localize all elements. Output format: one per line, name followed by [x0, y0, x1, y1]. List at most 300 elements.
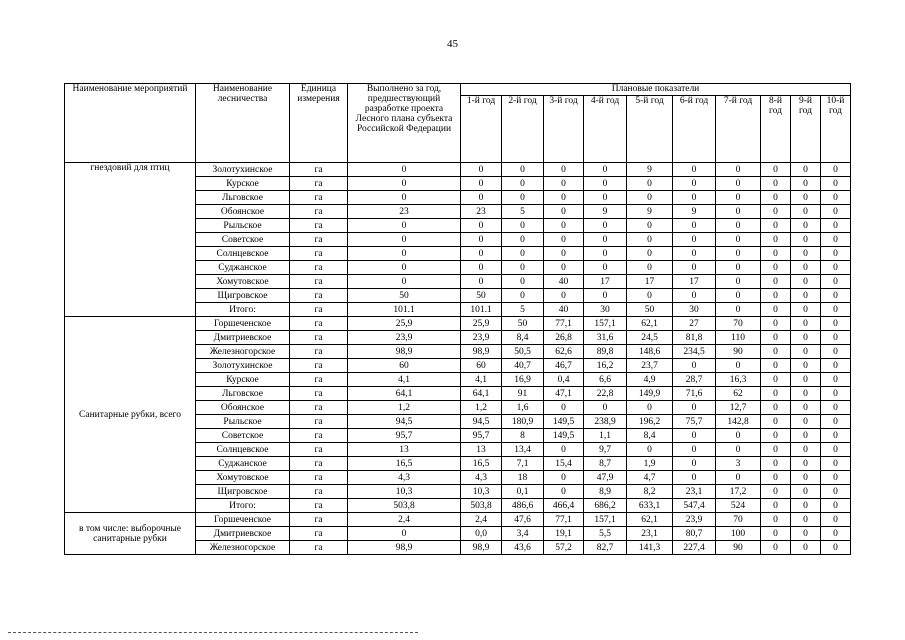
plan-value-year-4: 0: [584, 289, 627, 303]
plan-value-year-6: 0: [673, 359, 716, 373]
plan-value-year-6: 28,7: [673, 373, 716, 387]
plan-value-year-7: 524: [716, 499, 761, 513]
header-year-10: 10-й год: [821, 96, 851, 163]
plan-value-year-10: 0: [821, 191, 851, 205]
plan-value-year-1: 98,9: [461, 345, 502, 359]
plan-value-year-4: 82,7: [584, 541, 627, 555]
plan-value-year-1: 0: [461, 233, 502, 247]
plan-value-year-6: 81,8: [673, 331, 716, 345]
plan-value-year-8: 0: [761, 219, 791, 233]
plan-value-year-10: 0: [821, 471, 851, 485]
plan-value-year-1: 25,9: [461, 317, 502, 331]
done-value: 64,1: [348, 387, 461, 401]
plan-value-year-7: 0: [716, 359, 761, 373]
forestry-name: Советское: [196, 233, 290, 247]
plan-value-year-3: 40: [544, 275, 584, 289]
unit-cell: га: [290, 219, 348, 233]
plan-value-year-3: 0: [544, 485, 584, 499]
done-value: 4,3: [348, 471, 461, 485]
header-year-3: 3-й год: [544, 96, 584, 163]
plan-value-year-10: 0: [821, 387, 851, 401]
unit-cell: га: [290, 457, 348, 471]
plan-value-year-5: 0: [627, 177, 673, 191]
forestry-name: Льговское: [196, 191, 290, 205]
plan-value-year-4: 157,1: [584, 513, 627, 527]
plan-value-year-7: 0: [716, 303, 761, 317]
done-value: 50: [348, 289, 461, 303]
plan-value-year-5: 0: [627, 233, 673, 247]
unit-cell: га: [290, 303, 348, 317]
plan-value-year-9: 0: [791, 415, 821, 429]
plan-value-year-8: 0: [761, 429, 791, 443]
plan-value-year-8: 0: [761, 471, 791, 485]
table-row: [65, 513, 851, 527]
unit-cell: га: [290, 499, 348, 513]
unit-cell: га: [290, 401, 348, 415]
plan-value-year-1: 95,7: [461, 429, 502, 443]
plan-value-year-6: 0: [673, 471, 716, 485]
unit-cell: га: [290, 345, 348, 359]
plan-value-year-4: 9: [584, 205, 627, 219]
plan-value-year-7: 0: [716, 471, 761, 485]
done-value: 101.1: [348, 303, 461, 317]
plan-value-year-9: 0: [791, 541, 821, 555]
forestry-name: Железногорское: [196, 345, 290, 359]
forestry-name: Итого:: [196, 499, 290, 513]
forestry-name: Щигровское: [196, 485, 290, 499]
plan-value-year-10: 0: [821, 219, 851, 233]
plan-value-year-2: 5: [502, 205, 544, 219]
plan-value-year-3: 62,6: [544, 345, 584, 359]
plan-value-year-1: 0: [461, 247, 502, 261]
unit-cell: га: [290, 415, 348, 429]
plan-value-year-2: 47,6: [502, 513, 544, 527]
activity-name: гнездовий для птиц: [65, 163, 196, 317]
plan-value-year-6: 0: [673, 443, 716, 457]
done-value: 98,9: [348, 345, 461, 359]
header-done-previous-year: Выполнено за год, предшествующий разработке проекта Лесного плана субъекта Российской Федерации: [348, 84, 461, 163]
header-year-4: 4-й год: [584, 96, 627, 163]
plan-value-year-5: 23,7: [627, 359, 673, 373]
plan-value-year-10: 0: [821, 317, 851, 331]
forestry-name: Рыльское: [196, 219, 290, 233]
plan-value-year-7: 16,3: [716, 373, 761, 387]
forestry-name: Золотухинское: [196, 163, 290, 177]
plan-value-year-7: 142,8: [716, 415, 761, 429]
plan-value-year-4: 0: [584, 261, 627, 275]
plan-value-year-4: 686,2: [584, 499, 627, 513]
plan-value-year-9: 0: [791, 233, 821, 247]
plan-value-year-8: 0: [761, 191, 791, 205]
done-value: 503,8: [348, 499, 461, 513]
plan-value-year-6: 0: [673, 261, 716, 275]
plan-value-year-4: 0: [584, 177, 627, 191]
plan-value-year-7: 0: [716, 443, 761, 457]
plan-value-year-8: 0: [761, 359, 791, 373]
plan-value-year-3: 47,1: [544, 387, 584, 401]
header-activity: Наименование мероприятий: [65, 84, 196, 163]
plan-value-year-8: 0: [761, 373, 791, 387]
plan-value-year-3: 0: [544, 219, 584, 233]
done-value: 98,9: [348, 541, 461, 555]
plan-value-year-4: 31,6: [584, 331, 627, 345]
done-value: 1,2: [348, 401, 461, 415]
plan-value-year-8: 0: [761, 205, 791, 219]
unit-cell: га: [290, 163, 348, 177]
unit-cell: га: [290, 443, 348, 457]
plan-value-year-5: 62,1: [627, 513, 673, 527]
plan-value-year-5: 0: [627, 289, 673, 303]
plan-value-year-5: 633,1: [627, 499, 673, 513]
plan-value-year-10: 0: [821, 401, 851, 415]
plan-value-year-1: 23: [461, 205, 502, 219]
plan-value-year-9: 0: [791, 345, 821, 359]
plan-value-year-9: 0: [791, 373, 821, 387]
plan-value-year-2: 91: [502, 387, 544, 401]
plan-value-year-2: 3,4: [502, 527, 544, 541]
unit-cell: га: [290, 373, 348, 387]
unit-cell: га: [290, 429, 348, 443]
forestry-name: Обоянское: [196, 401, 290, 415]
done-value: 95,7: [348, 429, 461, 443]
plan-value-year-1: 0: [461, 177, 502, 191]
forestry-name: Суджанское: [196, 261, 290, 275]
plan-value-year-5: 17: [627, 275, 673, 289]
unit-cell: га: [290, 191, 348, 205]
header-year-2: 2-й год: [502, 96, 544, 163]
plan-value-year-6: 0: [673, 191, 716, 205]
plan-value-year-9: 0: [791, 289, 821, 303]
plan-value-year-4: 1,1: [584, 429, 627, 443]
plan-value-year-10: 0: [821, 275, 851, 289]
plan-value-year-4: 0: [584, 191, 627, 205]
plan-value-year-4: 0: [584, 163, 627, 177]
plan-value-year-10: 0: [821, 527, 851, 541]
plan-value-year-3: 40: [544, 303, 584, 317]
plan-value-year-10: 0: [821, 163, 851, 177]
plan-value-year-2: 0: [502, 247, 544, 261]
plan-value-year-4: 0: [584, 247, 627, 261]
plan-value-year-10: 0: [821, 205, 851, 219]
forestry-name: Советское: [196, 429, 290, 443]
plan-value-year-2: 7,1: [502, 457, 544, 471]
plan-value-year-1: 94,5: [461, 415, 502, 429]
done-value: 0: [348, 247, 461, 261]
plan-value-year-1: 1,2: [461, 401, 502, 415]
done-value: 13: [348, 443, 461, 457]
plan-value-year-3: 149,5: [544, 415, 584, 429]
unit-cell: га: [290, 471, 348, 485]
done-value: 0: [348, 177, 461, 191]
plan-value-year-9: 0: [791, 457, 821, 471]
plan-value-year-8: 0: [761, 415, 791, 429]
plan-value-year-9: 0: [791, 527, 821, 541]
plan-value-year-1: 0: [461, 261, 502, 275]
plan-value-year-6: 0: [673, 457, 716, 471]
plan-value-year-4: 157,1: [584, 317, 627, 331]
plan-value-year-2: 13,4: [502, 443, 544, 457]
forest-plan-table: [64, 83, 851, 555]
plan-value-year-5: 0: [627, 247, 673, 261]
plan-value-year-9: 0: [791, 429, 821, 443]
plan-value-year-3: 466,4: [544, 499, 584, 513]
plan-value-year-6: 0: [673, 289, 716, 303]
unit-cell: га: [290, 331, 348, 345]
plan-value-year-6: 0: [673, 401, 716, 415]
plan-value-year-8: 0: [761, 247, 791, 261]
plan-value-year-1: 4,3: [461, 471, 502, 485]
forestry-name: Курское: [196, 177, 290, 191]
forestry-name: Хомутовское: [196, 471, 290, 485]
plan-value-year-3: 0: [544, 289, 584, 303]
plan-value-year-8: 0: [761, 401, 791, 415]
plan-value-year-10: 0: [821, 443, 851, 457]
plan-value-year-4: 5,5: [584, 527, 627, 541]
plan-value-year-9: 0: [791, 205, 821, 219]
forestry-name: Итого:: [196, 303, 290, 317]
plan-value-year-8: 0: [761, 233, 791, 247]
plan-value-year-2: 0: [502, 261, 544, 275]
plan-value-year-10: 0: [821, 541, 851, 555]
plan-value-year-4: 6,6: [584, 373, 627, 387]
plan-value-year-10: 0: [821, 359, 851, 373]
plan-value-year-6: 71,6: [673, 387, 716, 401]
plan-value-year-7: 0: [716, 205, 761, 219]
forestry-name: Горшеченское: [196, 317, 290, 331]
plan-value-year-4: 0: [584, 233, 627, 247]
table-row: [65, 317, 851, 331]
plan-value-year-3: 77,1: [544, 317, 584, 331]
plan-value-year-5: 4,7: [627, 471, 673, 485]
plan-value-year-2: 18: [502, 471, 544, 485]
plan-value-year-7: 0: [716, 261, 761, 275]
plan-value-year-1: 13: [461, 443, 502, 457]
plan-value-year-9: 0: [791, 219, 821, 233]
plan-value-year-8: 0: [761, 499, 791, 513]
done-value: 16,5: [348, 457, 461, 471]
done-value: 23: [348, 205, 461, 219]
forestry-name: Горшеченское: [196, 513, 290, 527]
plan-value-year-4: 0: [584, 219, 627, 233]
plan-value-year-2: 40,7: [502, 359, 544, 373]
plan-value-year-7: 0: [716, 219, 761, 233]
plan-value-year-5: 4,9: [627, 373, 673, 387]
plan-value-year-7: 0: [716, 429, 761, 443]
plan-value-year-2: 0: [502, 233, 544, 247]
plan-value-year-4: 9,7: [584, 443, 627, 457]
plan-value-year-1: 503,8: [461, 499, 502, 513]
plan-value-year-9: 0: [791, 163, 821, 177]
plan-value-year-1: 50: [461, 289, 502, 303]
plan-value-year-3: 0: [544, 471, 584, 485]
forestry-name: Суджанское: [196, 457, 290, 471]
plan-value-year-1: 16,5: [461, 457, 502, 471]
plan-value-year-2: 0: [502, 191, 544, 205]
plan-value-year-4: 89,8: [584, 345, 627, 359]
plan-value-year-5: 8,4: [627, 429, 673, 443]
plan-value-year-1: 4,1: [461, 373, 502, 387]
plan-value-year-7: 70: [716, 317, 761, 331]
unit-cell: га: [290, 289, 348, 303]
done-value: 60: [348, 359, 461, 373]
plan-value-year-6: 547,4: [673, 499, 716, 513]
plan-value-year-5: 24,5: [627, 331, 673, 345]
plan-value-year-8: 0: [761, 275, 791, 289]
plan-value-year-2: 50: [502, 317, 544, 331]
plan-value-year-3: 0,4: [544, 373, 584, 387]
plan-value-year-9: 0: [791, 471, 821, 485]
plan-value-year-6: 0: [673, 247, 716, 261]
footer-rule: [8, 632, 418, 633]
plan-value-year-6: 30: [673, 303, 716, 317]
plan-value-year-2: 8,4: [502, 331, 544, 345]
plan-value-year-3: 26,8: [544, 331, 584, 345]
plan-value-year-3: 15,4: [544, 457, 584, 471]
header-unit: Единица измерения: [290, 84, 348, 163]
plan-value-year-3: 0: [544, 177, 584, 191]
plan-value-year-2: 0: [502, 163, 544, 177]
forestry-name: Обоянское: [196, 205, 290, 219]
header-year-6: 6-й год: [673, 96, 716, 163]
header-year-1: 1-й год: [461, 96, 502, 163]
plan-value-year-5: 50: [627, 303, 673, 317]
plan-value-year-1: 2,4: [461, 513, 502, 527]
forestry-name: Курское: [196, 373, 290, 387]
plan-value-year-6: 23,9: [673, 513, 716, 527]
header-year-7: 7-й год: [716, 96, 761, 163]
plan-value-year-6: 27: [673, 317, 716, 331]
plan-value-year-6: 0: [673, 429, 716, 443]
plan-value-year-9: 0: [791, 275, 821, 289]
forestry-name: Дмитриевское: [196, 331, 290, 345]
plan-value-year-9: 0: [791, 359, 821, 373]
done-value: 2,4: [348, 513, 461, 527]
plan-value-year-2: 43,6: [502, 541, 544, 555]
plan-value-year-8: 0: [761, 527, 791, 541]
unit-cell: га: [290, 177, 348, 191]
forestry-name: Щигровское: [196, 289, 290, 303]
plan-value-year-4: 0: [584, 401, 627, 415]
plan-value-year-5: 9: [627, 205, 673, 219]
done-value: 94,5: [348, 415, 461, 429]
plan-value-year-2: 486,6: [502, 499, 544, 513]
plan-value-year-10: 0: [821, 331, 851, 345]
plan-value-year-7: 110: [716, 331, 761, 345]
plan-value-year-2: 0: [502, 275, 544, 289]
forestry-name: Солнцевское: [196, 247, 290, 261]
plan-value-year-10: 0: [821, 373, 851, 387]
plan-value-year-10: 0: [821, 233, 851, 247]
plan-value-year-6: 23,1: [673, 485, 716, 499]
done-value: 0: [348, 219, 461, 233]
plan-value-year-1: 64,1: [461, 387, 502, 401]
header-forestry: Наименование лесничества: [196, 84, 290, 163]
plan-value-year-5: 0: [627, 443, 673, 457]
forestry-name: Рыльское: [196, 415, 290, 429]
plan-value-year-3: 149,5: [544, 429, 584, 443]
done-value: 4,1: [348, 373, 461, 387]
plan-value-year-9: 0: [791, 401, 821, 415]
header-plan: Плановые показатели: [461, 84, 851, 96]
plan-value-year-6: 0: [673, 163, 716, 177]
plan-value-year-8: 0: [761, 345, 791, 359]
forestry-name: Золотухинское: [196, 359, 290, 373]
plan-value-year-10: 0: [821, 345, 851, 359]
plan-value-year-3: 46,7: [544, 359, 584, 373]
plan-value-year-4: 238,9: [584, 415, 627, 429]
plan-value-year-1: 60: [461, 359, 502, 373]
plan-value-year-9: 0: [791, 177, 821, 191]
done-value: 0: [348, 163, 461, 177]
table-row: [65, 163, 851, 177]
unit-cell: га: [290, 513, 348, 527]
unit-cell: га: [290, 233, 348, 247]
plan-value-year-5: 0: [627, 401, 673, 415]
unit-cell: га: [290, 261, 348, 275]
plan-value-year-7: 0: [716, 191, 761, 205]
plan-value-year-6: 9: [673, 205, 716, 219]
plan-value-year-1: 0: [461, 219, 502, 233]
plan-value-year-9: 0: [791, 317, 821, 331]
unit-cell: га: [290, 541, 348, 555]
plan-value-year-1: 0: [461, 191, 502, 205]
plan-value-year-8: 0: [761, 443, 791, 457]
plan-value-year-1: 0: [461, 275, 502, 289]
plan-value-year-5: 1,9: [627, 457, 673, 471]
plan-value-year-10: 0: [821, 513, 851, 527]
plan-value-year-7: 0: [716, 163, 761, 177]
plan-value-year-2: 50,5: [502, 345, 544, 359]
plan-value-year-1: 101.1: [461, 303, 502, 317]
plan-value-year-1: 0,0: [461, 527, 502, 541]
plan-value-year-8: 0: [761, 303, 791, 317]
plan-value-year-9: 0: [791, 331, 821, 345]
plan-value-year-8: 0: [761, 331, 791, 345]
plan-value-year-7: 17,2: [716, 485, 761, 499]
plan-value-year-10: 0: [821, 457, 851, 471]
done-value: 0: [348, 233, 461, 247]
plan-value-year-5: 0: [627, 219, 673, 233]
plan-value-year-3: 0: [544, 163, 584, 177]
plan-value-year-5: 23,1: [627, 527, 673, 541]
plan-value-year-6: 0: [673, 177, 716, 191]
plan-value-year-8: 0: [761, 289, 791, 303]
plan-value-year-8: 0: [761, 485, 791, 499]
plan-value-year-3: 0: [544, 247, 584, 261]
plan-value-year-10: 0: [821, 177, 851, 191]
plan-value-year-7: 0: [716, 233, 761, 247]
unit-cell: га: [290, 205, 348, 219]
plan-value-year-10: 0: [821, 415, 851, 429]
plan-value-year-3: 77,1: [544, 513, 584, 527]
plan-value-year-9: 0: [791, 499, 821, 513]
plan-value-year-3: 0: [544, 401, 584, 415]
unit-cell: га: [290, 275, 348, 289]
unit-cell: га: [290, 317, 348, 331]
plan-value-year-2: 180,9: [502, 415, 544, 429]
plan-value-year-7: 0: [716, 247, 761, 261]
plan-value-year-1: 23,9: [461, 331, 502, 345]
plan-value-year-9: 0: [791, 303, 821, 317]
unit-cell: га: [290, 387, 348, 401]
done-value: 0: [348, 261, 461, 275]
plan-value-year-10: 0: [821, 429, 851, 443]
plan-value-year-10: 0: [821, 247, 851, 261]
plan-value-year-8: 0: [761, 457, 791, 471]
done-value: 23,9: [348, 331, 461, 345]
plan-value-year-2: 0,1: [502, 485, 544, 499]
unit-cell: га: [290, 485, 348, 499]
